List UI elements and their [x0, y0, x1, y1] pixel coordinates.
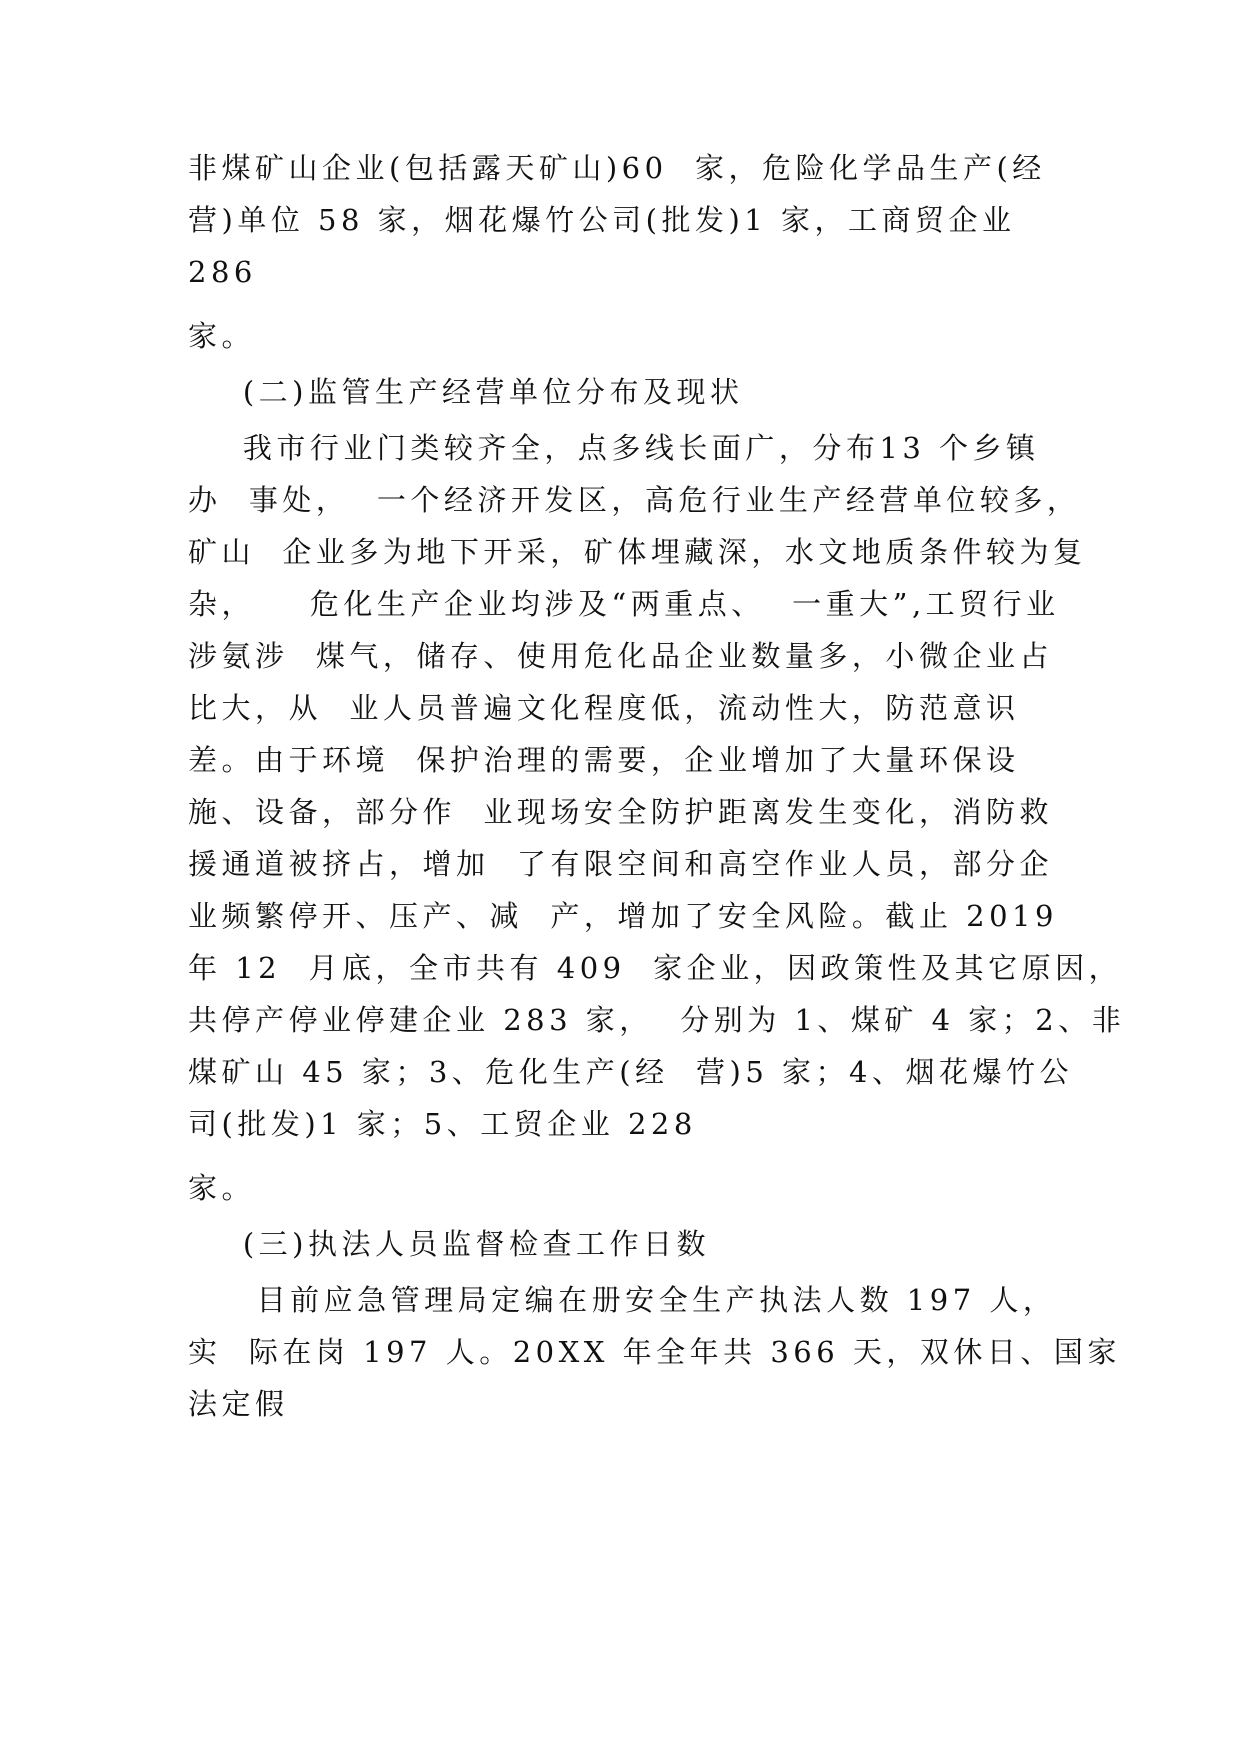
text-line-9: 杂， 危化生产企业均涉及“两重点、 一重大”,工贸行业 — [188, 587, 1060, 621]
text-line-23: 实 际在岗 197 人。20XX 年全年共 366 天，双休日、国家 — [188, 1335, 1121, 1369]
text-line-22: 目前应急管理局定编在册安全生产执法人数 197 人， — [188, 1283, 1057, 1317]
text-line-24: 法定假 — [188, 1387, 289, 1421]
text-line-4: 家。 — [188, 319, 256, 353]
section-heading-3: (三)执法人员监督检查工作日数 — [188, 1227, 711, 1261]
text-line-3: 286 — [188, 255, 257, 289]
text-line-12: 差。由于环境 保护治理的需要，企业增加了大量环保设 — [188, 743, 1020, 777]
text-line-18: 煤矿山 45 家；3、危化生产(经 营)5 家；4、烟花爆竹公 — [188, 1055, 1073, 1089]
text-line-8: 矿山 企业多为地下开采，矿体埋藏深，水文地质条件较为复 — [188, 535, 1087, 569]
text-line-10: 涉氨涉 煤气，储存、使用危化品企业数量多，小微企业占 — [188, 639, 1053, 673]
text-line-14: 援通道被挤占，增加 了有限空间和高空作业人员，部分企 — [188, 847, 1053, 881]
text-line-6: 我市行业门类较齐全，点多线长面广，分布13 个乡镇 — [188, 431, 1040, 465]
text-line-1: 非煤矿山企业(包括露天矿山)60 家，危险化学品生产(经 — [188, 151, 1046, 185]
text-line-2: 营)单位 58 家，烟花爆竹公司(批发)1 家，工商贸企业 — [188, 203, 1016, 237]
text-line-19: 司(批发)1 家；5、工贸企业 228 — [188, 1107, 697, 1141]
text-line-13: 施、设备，部分作 业现场安全防护距离发生变化，消防救 — [188, 795, 1053, 829]
text-line-15: 业频繁停开、压产、减 产，增加了安全风险。截止 2019 — [188, 899, 1058, 933]
section-heading-2: (二)监管生产经营单位分布及现状 — [188, 375, 744, 409]
text-line-16: 年 12 月底，全市共有 409 家企业，因政策性及其它原因， — [188, 951, 1123, 985]
text-line-11: 比大，从 业人员普遍文化程度低，流动性大，防范意识 — [188, 691, 1020, 725]
text-line-17: 共停产停业停建企业 283 家， 分别为 1、煤矿 4 家；2、非 — [188, 1003, 1126, 1037]
text-line-7: 办 事处， 一个经济开发区，高危行业生产经营单位较多， — [188, 483, 1081, 517]
text-line-20: 家。 — [188, 1171, 256, 1205]
